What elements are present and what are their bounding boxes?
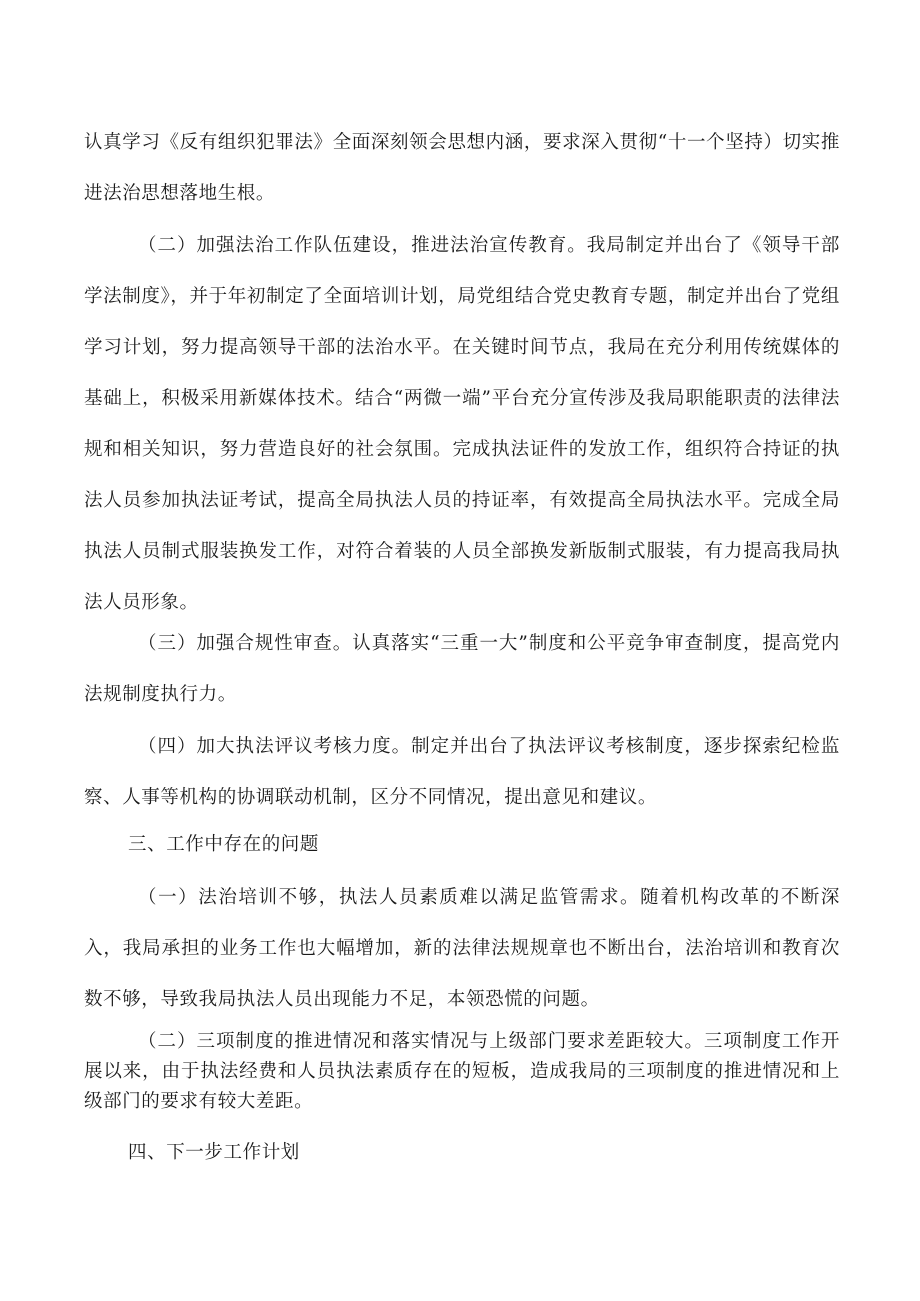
section-heading-next-steps: 四、下一步工作计划	[128, 1142, 300, 1163]
paragraph-training-shortfall: （一）法治培训不够，执法人员素质难以满足监管需求。随着机构改革的不断深入，我局承担的业务工作也大幅增加，新的法律法规规章也不断出台，法治培训和教育次数不够，导致我局执法人员出现能力不足，本领恐慌的问题。	[84, 887, 840, 1010]
paragraph-legal-team-building: （二）加强法治工作队伍建设，推进法治宣传教育。我局制定并出台了《领导干部学法制度》，并于年初制定了全面培训计划，局党组结合党史教育专题，制定并出台了党组学习计划，努力提高领导干部的法治水平。在关键时间节点，我局在充分利用传统媒体的基础上，积极采用新媒体技术。结合“两微一端”平台充分宣传涉及我局职能职责的法律法规和相关知识，努力营造良好的社会氛围。完成执法证件的发放工作，组织符合持证的执法人员参加执法证考试，提高全局执法人员的持证率，有效提高全局执法水平。完成全局执法人员制式服装换发工作，对符合着装的人员全部换发新版制式服装，有力提高我局执法人员形象。	[84, 235, 840, 613]
paragraph-enforcement-evaluation: （四）加大执法评议考核力度。制定并出台了执法评议考核制度，逐步探索纪检监察、人事等机构的协调联动机制，区分不同情况，提出意见和建议。	[84, 736, 840, 808]
paragraph-compliance-review: （三）加强合规性审查。认真落实“三重一大”制度和公平竞争审查制度，提高党内法规制度执行力。	[84, 633, 840, 705]
section-heading-problems: 三、工作中存在的问题	[128, 834, 320, 855]
paragraph-continuation: 认真学习《反有组织犯罪法》全面深刻领会思想内涵，要求深入贯彻“十一个坚持）切实推进法治思想落地生根。	[84, 132, 840, 204]
paragraph-three-systems-gap: （二）三项制度的推进情况和落实情况与上级部门要求差距较大。三项制度工作开展以来，由于执法经费和人员执法素质存在的短板，造成我局的三项制度的推进情况和上级部门的要求有较大差距。	[84, 1031, 840, 1112]
